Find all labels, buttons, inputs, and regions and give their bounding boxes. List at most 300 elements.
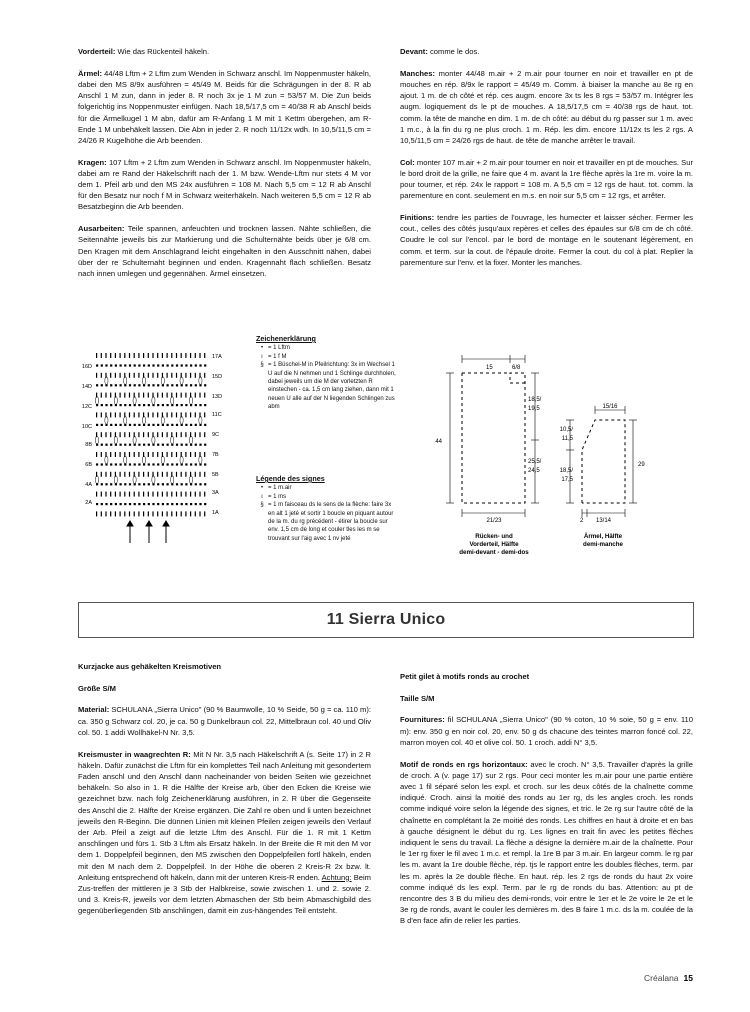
stitch-mark xyxy=(176,444,178,446)
stitch-mark xyxy=(162,432,163,437)
stitch-mark xyxy=(190,463,192,465)
text-fournitures: fil SCHULANA „Sierra Unico" (90 % coton, 10 % soie, 50 g = env. 110 m): env. 350 g en noir col. 20, env. 50 g ds chacune des teintes marron foncé col. 22, marron moyen col. 40 et olive col. 50. 1 croch. addi N° 3,5. xyxy=(400,715,693,747)
stitch-mark xyxy=(120,412,121,417)
stitch-mark xyxy=(96,384,98,386)
stitch-mark xyxy=(148,483,150,485)
cluster-stitch-mark xyxy=(95,476,98,484)
stitch-mark xyxy=(162,393,163,398)
stitch-mark xyxy=(143,503,145,505)
stitch-mark xyxy=(143,492,144,497)
stitch-mark xyxy=(129,404,131,406)
dim-label: 11,5 xyxy=(561,436,573,442)
stitch-mark xyxy=(157,452,158,457)
legend-fr-item: = 1 ms xyxy=(268,493,287,500)
dim-label: 15 xyxy=(486,365,493,371)
stitch-mark xyxy=(115,384,117,386)
stitch-mark xyxy=(185,424,187,426)
stitch-mark xyxy=(134,511,135,516)
paragraph-finitions xyxy=(400,212,693,268)
stitch-mark xyxy=(199,432,200,437)
stitch-mark xyxy=(152,353,153,358)
size-fr-text: Taille S/M xyxy=(400,693,435,703)
stitch-mark xyxy=(195,444,197,446)
stitch-mark xyxy=(124,511,125,516)
cluster-stitch-mark xyxy=(171,476,174,484)
stitch-mark xyxy=(138,424,140,426)
stitch-mark xyxy=(195,511,196,516)
paragraph-manches xyxy=(400,68,693,146)
stitch-mark xyxy=(138,503,140,505)
stitch-mark xyxy=(138,452,139,457)
stitch-mark xyxy=(176,463,178,465)
stitch-mark xyxy=(129,463,131,465)
stitch-mark xyxy=(157,364,159,366)
heading-manches: Manches: xyxy=(400,68,436,78)
stitch-mark xyxy=(185,483,187,485)
chart-right-labels xyxy=(212,354,222,516)
stitch-mark xyxy=(157,472,158,477)
stitch-mark xyxy=(148,503,150,505)
legend-de-item: = 1 Büschel-M in Pfeilrichtung: 3x im Wechsel 1 U auf die N nehmen und 1 Schlinge durchholen, dabei jeweils um die M der vorletzten R einstechen - ca. 1,5 cm lang ziehen, dann mit 1 neuen U alle auf der N liegenden Schlingen zus abm xyxy=(268,362,396,411)
stitch-mark xyxy=(171,503,173,505)
cluster-stitch-mark xyxy=(124,416,127,424)
stitch-mark xyxy=(190,373,191,378)
row-label: 1A xyxy=(212,510,219,516)
cluster-stitch-mark xyxy=(180,377,183,385)
text-finitions: tendre les parties de l'ouvrage, les humecter et laisser sécher. Fermer les cout., celles des côtés jusqu'aux repères et celles des épaules sur 6/8 cm de ch côté. Coudre le col sur l'encol. par le bord de montage en le soutenant légèrement, en comm. et term. sur la cout. de l'épaule droite. Fermer la cout. du col à plat. Replier la parementure sur l'env. et la fixer. Monter les manches. xyxy=(400,212,693,267)
stitch-mark xyxy=(138,393,139,398)
stitch-mark xyxy=(195,472,196,477)
stitch-mark xyxy=(199,393,200,398)
cluster-stitch-mark xyxy=(142,456,145,464)
cluster-stitch-mark xyxy=(189,397,192,405)
stitch-mark xyxy=(120,463,122,465)
left-column-de xyxy=(78,46,371,290)
stitch-mark xyxy=(115,412,116,417)
cluster-stitch-mark xyxy=(189,476,192,484)
stitch-mark xyxy=(96,424,98,426)
legend-de-item: = 1 Lftm xyxy=(268,345,290,352)
stitch-mark xyxy=(148,353,149,358)
stitch-mark xyxy=(185,463,187,465)
stitch-mark xyxy=(120,364,122,366)
stitch-mark xyxy=(195,353,196,358)
stitch-mark xyxy=(101,483,103,485)
cluster-stitch-mark xyxy=(199,377,202,385)
row-label: 9C xyxy=(212,432,220,438)
stitch-mark xyxy=(134,463,136,465)
page-footer xyxy=(644,973,693,983)
repeat-arrows xyxy=(127,521,169,543)
footer-brand: Créalana xyxy=(644,973,679,983)
cluster-stitch-mark xyxy=(124,377,127,385)
stitch-mark xyxy=(176,364,178,366)
stitch-mark xyxy=(124,492,125,497)
cluster-stitch-mark xyxy=(152,397,155,405)
stitch-mark xyxy=(171,353,172,358)
stitch-mark xyxy=(181,364,183,366)
stitch-mark xyxy=(115,463,117,465)
row-label: 6B xyxy=(85,462,92,468)
stitch-mark xyxy=(181,511,182,516)
stitch-mark xyxy=(204,364,206,366)
stitch-mark xyxy=(190,412,191,417)
stitch-mark xyxy=(110,503,112,505)
dim-label: 44 xyxy=(435,439,442,445)
stitch-mark xyxy=(110,511,111,516)
stitch-mark xyxy=(120,511,121,516)
dim-label: 10,5/ xyxy=(559,427,573,433)
dim-label: 6/8 xyxy=(512,365,521,371)
stitch-mark xyxy=(129,483,131,485)
right-column-fr xyxy=(400,46,693,278)
heading-aermel: Ärmel: xyxy=(78,68,103,78)
stitch-mark xyxy=(138,432,139,437)
stitch-mark xyxy=(185,503,187,505)
cluster-stitch-mark xyxy=(105,377,108,385)
note-achtung: Achtung: xyxy=(321,872,352,882)
stitch-mark xyxy=(101,353,102,358)
subtitle-de xyxy=(78,661,371,672)
stitch-mark xyxy=(190,503,192,505)
stitch-mark xyxy=(176,393,177,398)
cluster-stitch-mark xyxy=(152,436,155,444)
stitch-mark xyxy=(199,404,201,406)
stitch-mark xyxy=(195,364,197,366)
body-caption: demi-devant - demi-dos xyxy=(459,549,529,556)
stitch-mark xyxy=(96,492,97,497)
stitch-mark xyxy=(101,424,103,426)
paragraph-devant xyxy=(400,46,693,57)
stitch-mark xyxy=(110,373,111,378)
paragraph-kreismuster xyxy=(78,749,371,917)
stitch-mark xyxy=(195,412,196,417)
stitch-mark xyxy=(148,364,150,366)
stitch-mark xyxy=(138,472,139,477)
cluster-stitch-mark xyxy=(114,476,117,484)
stitch-mark xyxy=(171,452,172,457)
stitch-mark xyxy=(185,492,186,497)
stitch-mark xyxy=(152,511,153,516)
body-caption: Rücken- und xyxy=(475,533,513,540)
stitch-mark xyxy=(152,463,154,465)
stitch-mark xyxy=(129,353,130,358)
cluster-stitch-mark xyxy=(180,456,183,464)
stitch-mark xyxy=(176,404,178,406)
sleeve-caption: demi-manche xyxy=(583,541,623,548)
stitch-mark xyxy=(105,444,107,446)
stitch-mark xyxy=(199,353,200,358)
stitch-mark xyxy=(204,472,205,477)
stitch-mark xyxy=(204,384,206,386)
row-label: 12C xyxy=(81,404,92,410)
row-label: 2A xyxy=(85,500,92,506)
stitch-mark xyxy=(176,452,177,457)
row-label: 4A xyxy=(85,482,92,488)
stitch-mark xyxy=(171,463,173,465)
stitch-mark xyxy=(204,492,205,497)
paragraph-ausarbeiten xyxy=(78,223,371,279)
stitch-mark xyxy=(134,353,135,358)
stitch-mark xyxy=(138,511,139,516)
stitch-mark xyxy=(152,364,154,366)
stitch-mark xyxy=(181,432,182,437)
stitch-mark xyxy=(96,452,97,457)
stitch-mark xyxy=(195,452,196,457)
stitch-mark xyxy=(129,444,131,446)
row-label: 7B xyxy=(212,452,219,458)
heading-material: Material: xyxy=(78,705,110,715)
size-de xyxy=(78,683,371,694)
cluster-stitch-mark xyxy=(124,456,127,464)
stitch-mark xyxy=(176,483,178,485)
stitch-mark xyxy=(138,364,140,366)
stitch-mark xyxy=(124,503,126,505)
stitch-mark xyxy=(171,412,172,417)
stitch-mark xyxy=(185,511,186,516)
stitch-mark xyxy=(176,353,177,358)
stitch-mark xyxy=(115,373,116,378)
stitch-mark xyxy=(96,353,97,358)
stitch-mark xyxy=(105,404,107,406)
row-label: 5B xyxy=(212,472,219,478)
stitch-mark xyxy=(148,492,149,497)
heading-kragen: Kragen: xyxy=(78,157,107,167)
text-devant: comme le dos. xyxy=(427,47,480,56)
stitch-mark xyxy=(167,373,168,378)
stitch-mark xyxy=(148,472,149,477)
cluster-stitch-mark xyxy=(133,476,136,484)
stitch-mark xyxy=(185,373,186,378)
stitch-mark xyxy=(101,393,102,398)
stitch-mark xyxy=(129,452,130,457)
dim-label: 24,5 xyxy=(528,468,540,474)
stitch-mark xyxy=(101,373,102,378)
stitch-mark xyxy=(96,503,98,505)
stitch-mark xyxy=(204,483,206,485)
stitch-mark xyxy=(134,424,136,426)
paragraph-aermel xyxy=(78,68,371,146)
stitch-mark xyxy=(204,353,205,358)
subtitle-de-text: Kurzjacke aus gehäkelten Kreismotiven xyxy=(78,662,222,671)
stitch-mark xyxy=(157,463,159,465)
stitch-mark xyxy=(167,483,169,485)
section-title: 11 Sierra Unico xyxy=(326,611,446,628)
stitch-mark xyxy=(185,393,186,398)
heading-fournitures: Fournitures: xyxy=(400,715,445,725)
cluster-stitch-icon: § xyxy=(260,502,264,509)
stitch-mark xyxy=(167,492,168,497)
stitch-mark xyxy=(96,412,97,417)
stitch-mark xyxy=(148,452,149,457)
stitch-mark xyxy=(120,353,121,358)
stitch-mark xyxy=(152,492,153,497)
stitch-mark xyxy=(134,373,135,378)
stitch-mark xyxy=(101,472,102,477)
chain-stitch-icon: • xyxy=(260,485,264,492)
heading-col: Col: xyxy=(400,157,415,167)
stitch-mark xyxy=(148,424,150,426)
text-kreismuster: Mit N Nr. 3,5 nach Häkelschrift A (s. Seite 17) in 2 R häkeln. Dafür zunächst die Lftm für ein komplettes Teil nach Anleitung mit gesondertem Faden anschl und den Anschl dann nacheinander von beiden Seiten wie gezeichnet behäkeln. So also in 1. R die Hälfte der Kreise arb, über den Ecken die Kreise wie gezeichnet bzw. nach folg Zeichenerklärung ausführen, in 2. R über die Gegenseite des Anschl die 2. Hälfte der Kreise ergänzen. Die Zahl re oben und li unten bezeichnet jeweils den R-Beginn. Die dünnen Linien mit kleinen Pfeilen zeigen jeweils den Verlauf der Arb. Pfeil a zeigt auf die letzte Lftm des Anschl. Für die 1. R mit 1 Kettm anschlingen und fürs 1. Stb 3 Lftm als Ersatz häkeln. In der Breite die R mit den M vor dem 1. Doppelpfeil beginnen, den MS zwischen den Doppelpfeilen fortl häkeln, enden mit den M nach dem 2. Doppelpfeil. In der Höhe die oberen 2 Kreis-R 2x bzw. lt. Anleitung entsprechend oft häkeln, dann mit der unteren Kreis-R enden. xyxy=(78,749,371,882)
row-label: 15D xyxy=(212,374,223,380)
stitch-mark xyxy=(129,432,130,437)
cluster-stitch-mark xyxy=(199,456,202,464)
stitch-mark xyxy=(129,364,131,366)
stitch-mark xyxy=(162,364,164,366)
legend-fr-title: Légende des signes xyxy=(256,474,325,483)
stitch-mark xyxy=(195,492,196,497)
legend-fr xyxy=(256,475,396,543)
stitch-mark xyxy=(171,424,173,426)
stitch-mark xyxy=(143,444,145,446)
stitch-mark xyxy=(115,503,117,505)
cluster-stitch-mark xyxy=(114,397,117,405)
stitch-mark xyxy=(167,393,168,398)
stitch-mark xyxy=(101,404,103,406)
stitch-mark xyxy=(167,463,169,465)
stitch-mark xyxy=(195,404,197,406)
heading-motif: Motif de ronds en rgs horizontaux: xyxy=(400,759,528,769)
stitch-mark xyxy=(134,452,135,457)
text-kragen: 107 Lftm + 2 Lftm zum Wenden in Schwarz anschl. Im Noppenmuster häkeln, dabei am re Rand der Häkelschrift nach der 1. M bzw. Wende-Lftm nur stets 4 M vor dem 1. Pfeil arb und den MS 24x ausführen = 108 M. Nach 5,5 cm = 12 R ab Anschl für den Besatz nur noch f M in Schwarz weiterhäkeln. Nach weiteren 5,5 cm = 12 R ab Besatzbeginn die Arb beenden. xyxy=(78,157,371,212)
stitch-mark xyxy=(204,452,205,457)
stitch-mark xyxy=(143,404,145,406)
stitch-mark xyxy=(120,393,121,398)
stitch-mark xyxy=(105,432,106,437)
cluster-stitch-mark xyxy=(114,436,117,444)
dim-label: 15/16 xyxy=(602,404,618,410)
stitch-mark xyxy=(204,424,206,426)
stitch-mark xyxy=(176,511,177,516)
stitch-mark xyxy=(181,483,183,485)
stitch-mark xyxy=(199,503,201,505)
stitch-mark xyxy=(157,483,159,485)
stitch-mark xyxy=(138,373,139,378)
stitch-mark xyxy=(138,353,139,358)
stitch-mark xyxy=(143,472,144,477)
stitch-mark xyxy=(124,472,125,477)
stitch-mark xyxy=(185,472,186,477)
single-crochet-icon: ı xyxy=(261,353,263,360)
stitch-mark xyxy=(143,353,144,358)
cluster-stitch-mark xyxy=(199,416,202,424)
stitch-mark xyxy=(110,492,111,497)
stitch-mark xyxy=(204,463,206,465)
heading-ausarbeiten: Ausarbeiten: xyxy=(78,224,125,234)
stitch-mark xyxy=(129,412,130,417)
stitch-mark xyxy=(110,424,112,426)
stitch-mark xyxy=(120,452,121,457)
stitch-mark xyxy=(176,432,177,437)
text-motif: avec le croch. N° 3,5. Travailler d'après la grille de croch. A (v. page 17) sur 2 rgs. Pour ceci monter les m.air pour une partie entière avec 1 fil séparé selon les expl. et croch. sur les deux côtés de la chaînette comme indiqué. Croch. ainsi la moitié des ronds au 1er rg, ds les angles croch. les ronds comme indiqué voire selon la légende des signes, et tric. le 2e rg sur l'autre côté de la chaînette en complétant la 2e moitié des ronds. Les chiffres en haut à droite et en bas à gauche désignent le début du rg. Les lignes en trait fin avec les petites flèches indiquent le sens du travail. La flèche a désigne la dernière m.air de la chaînette. Pour le 1er rg fixer le fil avec 1 m.c. et rempl. la 1re B par 3 m.air. En largeur comm. le rg par les m. avant la 1re double flèche, rép. tjs le rapport entre les doubles flèches, term. par les m. après la 2e double flèche. En haut. rép. les 2 rgs de ronds du haut 2x voire comme indiqué ds les expl. Term. par le rg de ronds du bas. Attention: au pt de rencontre des 3 B du milieu des demi-ronds, voir entre le 1er et le 2e voire le 2e et le 3e rg de ronds, avant le couler les dernières m. des B faire 1 m.c. ds la m. coulée de la B d'en face afin de relier les parties. xyxy=(400,759,694,926)
stitch-mark xyxy=(181,472,182,477)
row-label: 13D xyxy=(212,394,223,400)
garment-schematic xyxy=(420,345,660,555)
stitch-mark xyxy=(110,483,112,485)
stitch-mark xyxy=(162,353,163,358)
dim-label: 18,5/ xyxy=(559,468,573,474)
stitch-mark xyxy=(115,424,117,426)
stitch-mark xyxy=(138,384,140,386)
row-label: 17A xyxy=(212,354,222,360)
stitch-mark xyxy=(152,452,153,457)
cluster-stitch-mark xyxy=(180,416,183,424)
stitch-mark xyxy=(199,444,201,446)
stitch-mark xyxy=(167,364,169,366)
stitch-mark xyxy=(101,364,103,366)
stitch-mark xyxy=(162,483,164,485)
stitch-mark xyxy=(204,404,206,406)
stitch-mark xyxy=(157,444,159,446)
stitch-mark xyxy=(129,472,130,477)
dim-label: 17,5 xyxy=(561,477,573,483)
stitch-mark xyxy=(148,393,149,398)
stitch-mark xyxy=(124,432,125,437)
stitch-mark xyxy=(101,452,102,457)
stitch-mark xyxy=(148,432,149,437)
stitch-mark xyxy=(167,412,168,417)
stitch-mark xyxy=(120,444,122,446)
subtitle-fr-text: Petit gilet à motifs ronds au crochet xyxy=(400,672,530,681)
dim-label: 29 xyxy=(638,462,645,468)
cluster-stitch-mark xyxy=(105,416,108,424)
stitch-mark xyxy=(143,483,145,485)
paragraph-fournitures xyxy=(400,714,693,748)
stitch-mark xyxy=(167,424,169,426)
text-aermel: 44/48 Lftm + 2 Lftm zum Wenden in Schwarz anschl. Im Noppenmuster häkeln, dabei den MS 8/9x ausführen = 45/49 M. Beids für die Schrägungen in der 8. R ab Anschl 1 M zun, dann in jeder 8. R noch 3x je 1 M zun = 53/57 M. Die Zun beids folgerichtig ins Noppenmuster einfügen. Nach 18,5/17,5 cm = 40/38 R ab Anschl beids für die Ärmelkugel 1 M abn, dafür am R-Anfang 1 M mit 1 Kettm übergehen, am R-Ende 1 M unbehäkelt lassen. Die Abn in jeder 2. R noch 11/12x wdh. In 10,5/11,5 cm = 24/26 R Kugelhöhe die Arb beenden. xyxy=(78,68,371,145)
stitch-mark xyxy=(167,384,169,386)
cluster-stitch-mark xyxy=(142,377,145,385)
stitch-mark xyxy=(148,412,149,417)
text-kreismuster-2: Beim Zus-treffen der mittleren je 3 Stb der Halbkreise, sowie zwischen 1. und 2. sowie 2. und 3. Kreis-R, jeweils vor dem letzten Abmaschen der Stb beim Abmaschigbild des gegenüberliegenden Stb anschlingen, damit ein zus-hängendes Teil entsteht. xyxy=(78,872,371,916)
stitch-mark xyxy=(204,511,205,516)
paragraph-col xyxy=(400,157,693,202)
stitch-mark xyxy=(129,503,131,505)
row-label: 3A xyxy=(212,490,219,496)
stitch-mark xyxy=(110,404,112,406)
subtitle-fr xyxy=(400,671,693,682)
stitch-mark xyxy=(138,463,140,465)
stitch-mark xyxy=(185,384,187,386)
stitch-mark xyxy=(115,492,116,497)
stitch-mark xyxy=(115,452,116,457)
stitch-mark xyxy=(167,472,168,477)
stitch-mark xyxy=(105,511,106,516)
stitch-mark xyxy=(167,444,169,446)
stitch-mark xyxy=(167,503,169,505)
heading-finitions: Finitions: xyxy=(400,212,435,222)
stitch-mark xyxy=(148,444,150,446)
cluster-stitch-mark xyxy=(161,456,164,464)
stitch-mark xyxy=(101,511,102,516)
stitch-mark xyxy=(162,511,163,516)
text-ausarbeiten: Teile spannen, anfeuchten und trocknen lassen. Nähte schließen, die Seitennähte jeweils bis zur Markierung und die Schulternähte beids über je 6/8 cm. Den Kragen mit dem Anschlagrand leicht eingehalten in den Ausschnitt nähen, dabei über der re Schulternaht beginnen und enden. Kragennaht flach schließen. Besatz nach innen umlegen und gegennähen. Ärmel einsetzen. xyxy=(78,224,371,278)
stitch-mark xyxy=(120,384,122,386)
row-label: 10C xyxy=(81,424,92,430)
legend-de xyxy=(256,335,396,412)
stitch-mark xyxy=(96,364,98,366)
stitch-mark xyxy=(176,472,177,477)
stitch-mark xyxy=(143,393,144,398)
stitch-mark xyxy=(138,492,139,497)
left-column-de-2 xyxy=(78,661,371,927)
stitch-mark xyxy=(157,424,159,426)
stitch-mark xyxy=(138,404,140,406)
row-label: 8B xyxy=(85,442,92,448)
stitch-mark xyxy=(167,511,168,516)
stitch-mark xyxy=(157,404,159,406)
paragraph-kragen xyxy=(78,157,371,213)
